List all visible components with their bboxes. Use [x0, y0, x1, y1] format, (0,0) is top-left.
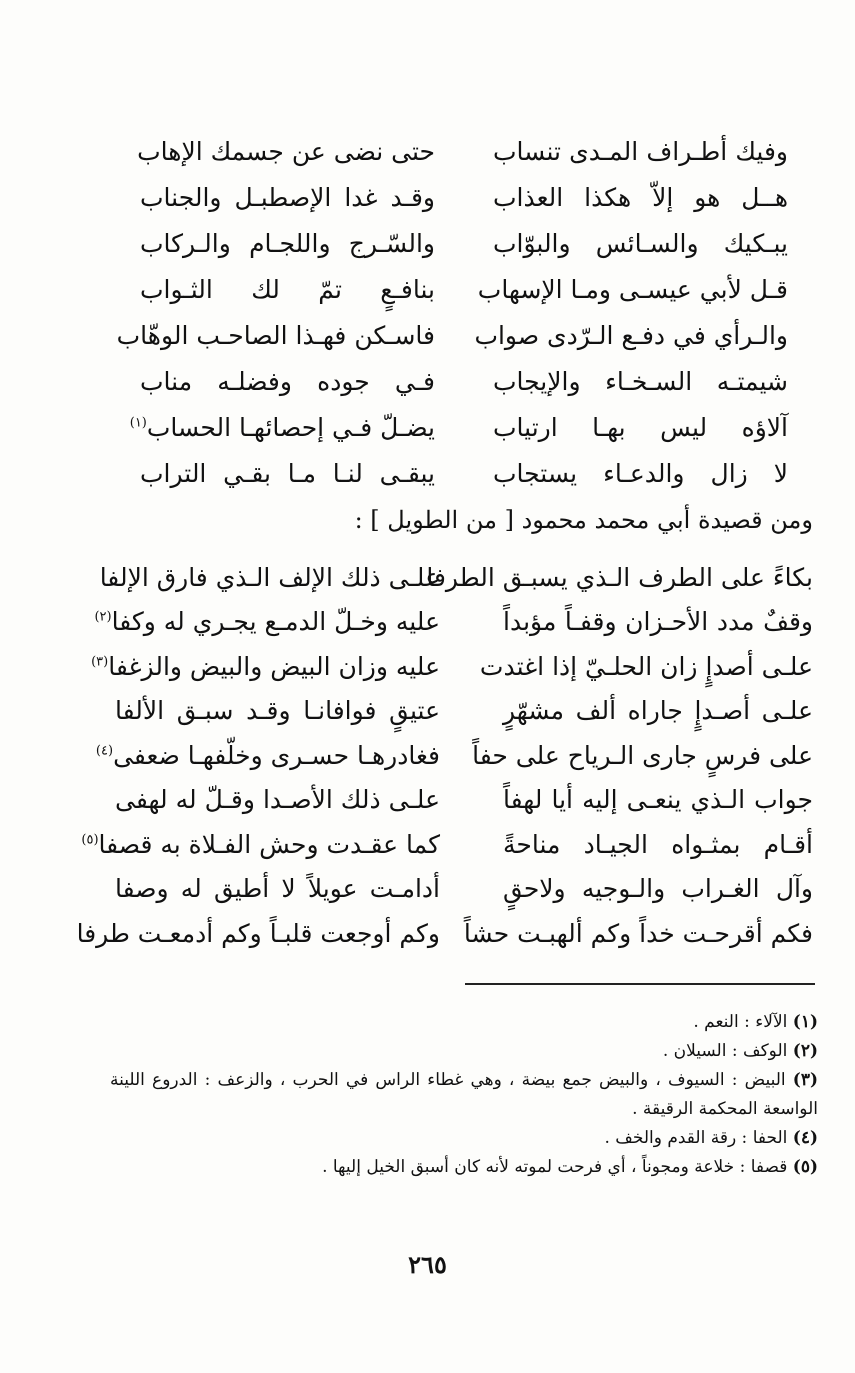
verse-second-hemistich: علـى ذلك الأصـدا وقـلّ له لهفى: [115, 785, 440, 815]
verse-first-hemistich: على فرسٍ جارى الـرياح على حفاً: [472, 740, 813, 770]
verse-first-hemistich: وفيك أطـراف المـدى تنساب: [493, 136, 788, 166]
verse-row: [91, 644, 813, 689]
verse-first-hemistich: شيمتـه السـخـاء والإيجاب: [493, 366, 788, 396]
footnote-ref: (٥): [81, 832, 99, 848]
verse-second-hemistich: عتيقٍ فوافانـا وقـد سبـق الألفا: [115, 696, 440, 726]
verse-text: كما عقـدت وحش الفـلاة به قصفا: [98, 829, 440, 859]
footnote-ref: (٢): [94, 609, 112, 625]
poem-stanza-2: [76, 555, 813, 956]
verse-row: [137, 128, 788, 174]
verse-row: [116, 312, 788, 358]
verse-first-hemistich: هــل هو إلاّ هكذا العذاب: [493, 182, 788, 212]
footnote-text: قصفا : خلاعة ومجوناً ، أي فرحت لموته لأنه كان أسبق الخيل إليها .: [322, 1157, 788, 1177]
verse-first-hemistich: وآل الغـراب والـوجيه ولاحقٍ: [503, 874, 813, 904]
footnote-ref: (٣): [91, 654, 109, 670]
footnote: [110, 1037, 818, 1066]
verse-second-hemistich: يبقـى لنـا مـا بقـي التراب: [140, 458, 435, 488]
footnote-text: البيض : السيوف ، والبيض جمع بيضة ، وهي غطاء الراس في الحرب ، والزعف : الدروع اللينة الواسعة المحكمة الرقيقة .: [110, 1070, 818, 1119]
verse-row: [94, 600, 813, 645]
page-number: ٢٦٥: [408, 1250, 447, 1279]
verse-row: [140, 450, 788, 496]
verse-row: [99, 555, 813, 600]
verse-row: [140, 220, 788, 266]
footnote-number: (٢): [792, 1041, 818, 1061]
footnote-text: الوكف : السيلان .: [662, 1041, 788, 1061]
section-heading: ومن قصيدة أبي محمد محمود [ من الطويل ] :: [354, 506, 813, 534]
verse-second-hemistich: [94, 607, 440, 637]
footnote-ref: (٤): [95, 743, 114, 759]
verse-row: [140, 266, 788, 312]
footnote: [110, 1008, 818, 1037]
verse-row: [115, 778, 813, 823]
verse-second-hemistich: وقـد غدا الإصطبـل والجناب: [140, 182, 435, 212]
verse-row: [129, 404, 788, 450]
verse-text: عليه وزان البيض والبيض والزغفا: [108, 651, 440, 681]
verse-first-hemistich: بكاءً على الطرف الـذي يسبـق الطرفا: [426, 562, 813, 592]
verse-second-hemistich: فـي جوده وفضلـه مناب: [140, 366, 435, 396]
verse-first-hemistich: علـى أصـدإٍ جاراه ألف مشهّرٍ: [503, 696, 813, 726]
verse-first-hemistich: يبـكيك والسـائس والبوّاب: [493, 228, 788, 258]
verse-row: [140, 358, 788, 404]
verse-first-hemistich: فكم أقرحـت خداً وكم ألهبـت حشاً: [463, 918, 813, 948]
verse-text: عليه وخـلّ الدمـع يجـري له وكفا: [111, 607, 440, 637]
footnote-number: (٥): [792, 1157, 818, 1177]
verse-second-hemistich: [129, 412, 435, 442]
verse-first-hemistich: لا زال والدعـاء يستجاب: [493, 458, 788, 488]
verse-second-hemistich: وكم أوجعت قلبـاً وكم أدمعـت طرفا: [76, 918, 440, 948]
footnote: [110, 1066, 818, 1124]
verse-first-hemistich: علـى أصدإٍ زان الحلـيّ إذا اغتدت: [479, 651, 813, 681]
footnote: [110, 1153, 818, 1182]
verse-second-hemistich: والسّـرج واللجـام والـركاب: [140, 228, 435, 258]
verse-second-hemistich: علـى ذلك الإلف الـذي فارق الإلفا: [99, 562, 440, 592]
footnote-number: (٣): [792, 1070, 818, 1090]
verse-row: [76, 911, 813, 956]
verse-first-hemistich: والـرأي في دفـع الـرّدى صواب: [474, 320, 788, 350]
verse-second-hemistich: فاسـكن فهـذا الصاحـب الوهّاب: [116, 320, 435, 350]
verse-first-hemistich: آلاؤه ليس بهـا ارتياب: [493, 412, 788, 442]
verse-second-hemistich: أدامـت عويلاً لا أطيق له وصفا: [115, 874, 440, 904]
verse-first-hemistich: وقفٌ مدد الأحـزان وقفـاً مؤبداً: [503, 607, 813, 637]
footnote-text: الآلاء : النعم .: [693, 1012, 788, 1032]
verse-second-hemistich: [81, 829, 440, 859]
verse-row: [81, 822, 813, 867]
verse-second-hemistich: حتى نضى عن جسمك الإهاب: [137, 136, 435, 166]
footnote-divider: [465, 983, 815, 985]
footnote-number: (٤): [792, 1128, 818, 1148]
poem-stanza-1: [116, 128, 788, 496]
footnote-number: (١): [792, 1012, 818, 1032]
verse-first-hemistich: جواب الـذي ينعـى إليه أيا لهفاً: [503, 785, 813, 815]
verse-second-hemistich: بنافـعٍ تمّ لك الثـواب: [140, 274, 435, 304]
verse-first-hemistich: أقـام بمثـواه الجيـاد مناحةً: [503, 829, 813, 859]
verse-row: [115, 689, 813, 734]
verse-row: [115, 867, 813, 912]
verse-row: [140, 174, 788, 220]
verse-text: يضـلّ فـي إحصائهـا الحساب: [146, 412, 435, 442]
verse-second-hemistich: [91, 651, 440, 681]
footnote-ref: (١): [129, 415, 147, 431]
verse-first-hemistich: قـل لأبي عيسـى ومـا الإسهاب: [477, 274, 788, 304]
verse-row: [95, 733, 813, 778]
footnote-text: الحفا : رقة القدم والخف .: [604, 1128, 788, 1148]
verse-second-hemistich: [95, 740, 440, 770]
footnote: [110, 1124, 818, 1153]
footnotes: [110, 1008, 818, 1182]
verse-text: فغادرهـا حسـرى وخلّفهـا ضعفى: [113, 740, 440, 770]
